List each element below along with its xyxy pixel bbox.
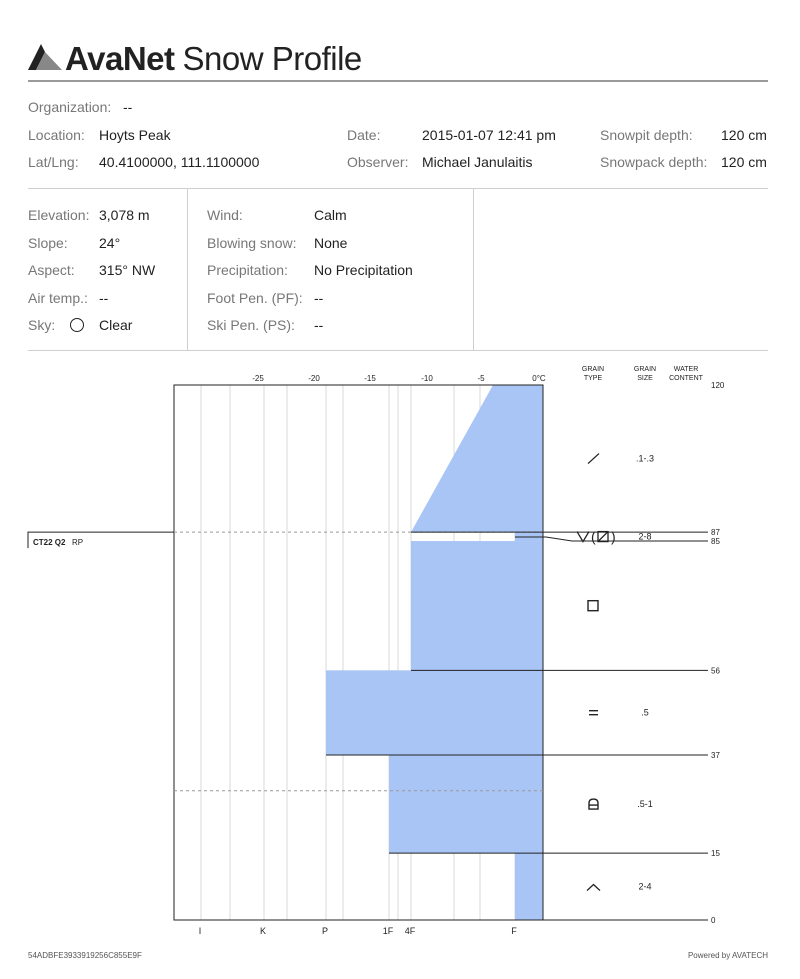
organization-value: -- (123, 99, 133, 115)
sky-value: Clear (99, 317, 133, 333)
foot-pen-label: Foot Pen. (PF): (207, 290, 303, 306)
sky-label: Sky: (28, 317, 56, 333)
date-value: 2015-01-07 12:41 pm (422, 127, 556, 143)
air-temp-label: Air temp.: (28, 290, 88, 306)
date-label: Date: (347, 127, 381, 143)
snowpack-depth-label: Snowpack depth: (600, 154, 708, 170)
grain-size-value: .1-.3 (635, 453, 655, 464)
hardness-tick-label: F (511, 926, 517, 936)
surface-hoar-faceted-icon (577, 532, 589, 542)
grain-size-value: .5-1 (637, 799, 653, 810)
location-value: Hoyts Peak (99, 127, 171, 143)
temperature-tick-label: -5 (477, 374, 485, 383)
hardness-bar (515, 853, 543, 920)
hardness-tick-label: 4F (404, 926, 416, 936)
grain-type-header: TYPE (583, 375, 603, 382)
rounding-faceted-icon (589, 799, 598, 809)
elevation-label: Elevation: (28, 207, 90, 223)
hardness-bar (389, 755, 543, 853)
location-label: Location: (28, 127, 85, 143)
latlng-label: Lat/Lng: (28, 154, 79, 170)
wind-value: Calm (314, 207, 347, 223)
page-title (65, 40, 362, 78)
depth-label: 120 (711, 381, 725, 390)
depth-label: 85 (711, 537, 720, 547)
ski-pen-label: Ski Pen. (PS): (207, 317, 295, 333)
snowpack-depth-value: 120 cm (721, 154, 767, 170)
precipitation-label: Precipitation: (207, 262, 288, 278)
grain-size-value: 2-8 (638, 531, 652, 542)
faceted-crystals-icon (588, 601, 598, 611)
hardness-tick-label: 1F (382, 926, 394, 936)
depth-label: 87 (711, 528, 720, 538)
water-content-header: CONTENT (669, 375, 703, 382)
snow-profile-chart (0, 355, 800, 945)
document-title: Snow Profile (182, 40, 362, 77)
depth-label: 15 (711, 849, 720, 859)
blowing-snow-value: None (314, 235, 348, 251)
decomposing-fragments-icon (588, 454, 599, 464)
temperature-tick-label: 0°C (532, 374, 546, 383)
water-content-header: WATER (673, 366, 699, 373)
aspect-value: 315° NW (99, 262, 156, 278)
elevation-value: 3,078 m (99, 207, 150, 223)
blowing-snow-label: Blowing snow: (207, 235, 297, 251)
powered-by: Powered by AVATECH (687, 951, 768, 960)
hardness-tick-label: K (259, 926, 267, 936)
aspect-label: Aspect: (28, 262, 75, 278)
slash-icon (598, 532, 608, 542)
page-header (28, 40, 768, 82)
clear-sky-circle-icon (70, 318, 84, 332)
hardness-tick-label: I (198, 926, 202, 936)
temperature-tick-label: -10 (421, 374, 433, 383)
grain-type-header: GRAIN (581, 366, 605, 373)
foot-pen-value: -- (314, 290, 324, 306)
wind-label: Wind: (207, 207, 243, 223)
depth-label: 37 (711, 751, 720, 761)
grain-size-header: GRAIN (633, 366, 657, 373)
observer-label: Observer: (347, 154, 409, 170)
hardness-bar (326, 670, 543, 755)
latlng-value: 40.4100000, 111.1100000 (99, 154, 260, 170)
grain-size-value: .5 (641, 707, 649, 718)
grain-type-bracket-icon: ) (611, 528, 616, 545)
organization-label: Organization: (28, 99, 112, 115)
brand-name: AvaNet (65, 40, 175, 77)
observer-value: Michael Janulaitis (422, 154, 533, 170)
grain-type-bracket-icon: ( (591, 528, 596, 545)
hardness-tick-label: P (321, 926, 329, 936)
stability-test-result: CT22 Q2 (33, 538, 66, 548)
snowpit-depth-label: Snowpit depth: (600, 127, 693, 143)
section-divider (28, 350, 768, 351)
temperature-tick-label: -25 (252, 374, 264, 383)
temperature-tick-label: -15 (364, 374, 376, 383)
column-divider (473, 189, 474, 350)
precipitation-value: No Precipitation (314, 262, 413, 278)
ski-pen-value: -- (314, 317, 324, 333)
profile-id: 54ADBFE3933919256C855E9F (28, 951, 142, 960)
hardness-bar (411, 541, 543, 670)
slope-value: 24° (99, 235, 121, 251)
depth-label: 0 (711, 916, 716, 925)
grain-size-value: 2-4 (638, 881, 652, 892)
depth-hoar-icon (587, 885, 600, 891)
section-divider (28, 188, 768, 189)
snowpit-depth-value: 120 cm (721, 127, 767, 143)
avanet-logo-icon (28, 44, 62, 72)
stability-test-fracture: RP (72, 538, 84, 548)
grain-size-header: SIZE (637, 375, 653, 382)
hardness-bar (411, 385, 543, 532)
slope-label: Slope: (28, 235, 68, 251)
column-divider (187, 189, 188, 350)
air-temp-value: -- (99, 290, 109, 306)
depth-label: 56 (711, 666, 720, 676)
temperature-tick-label: -20 (308, 374, 320, 383)
